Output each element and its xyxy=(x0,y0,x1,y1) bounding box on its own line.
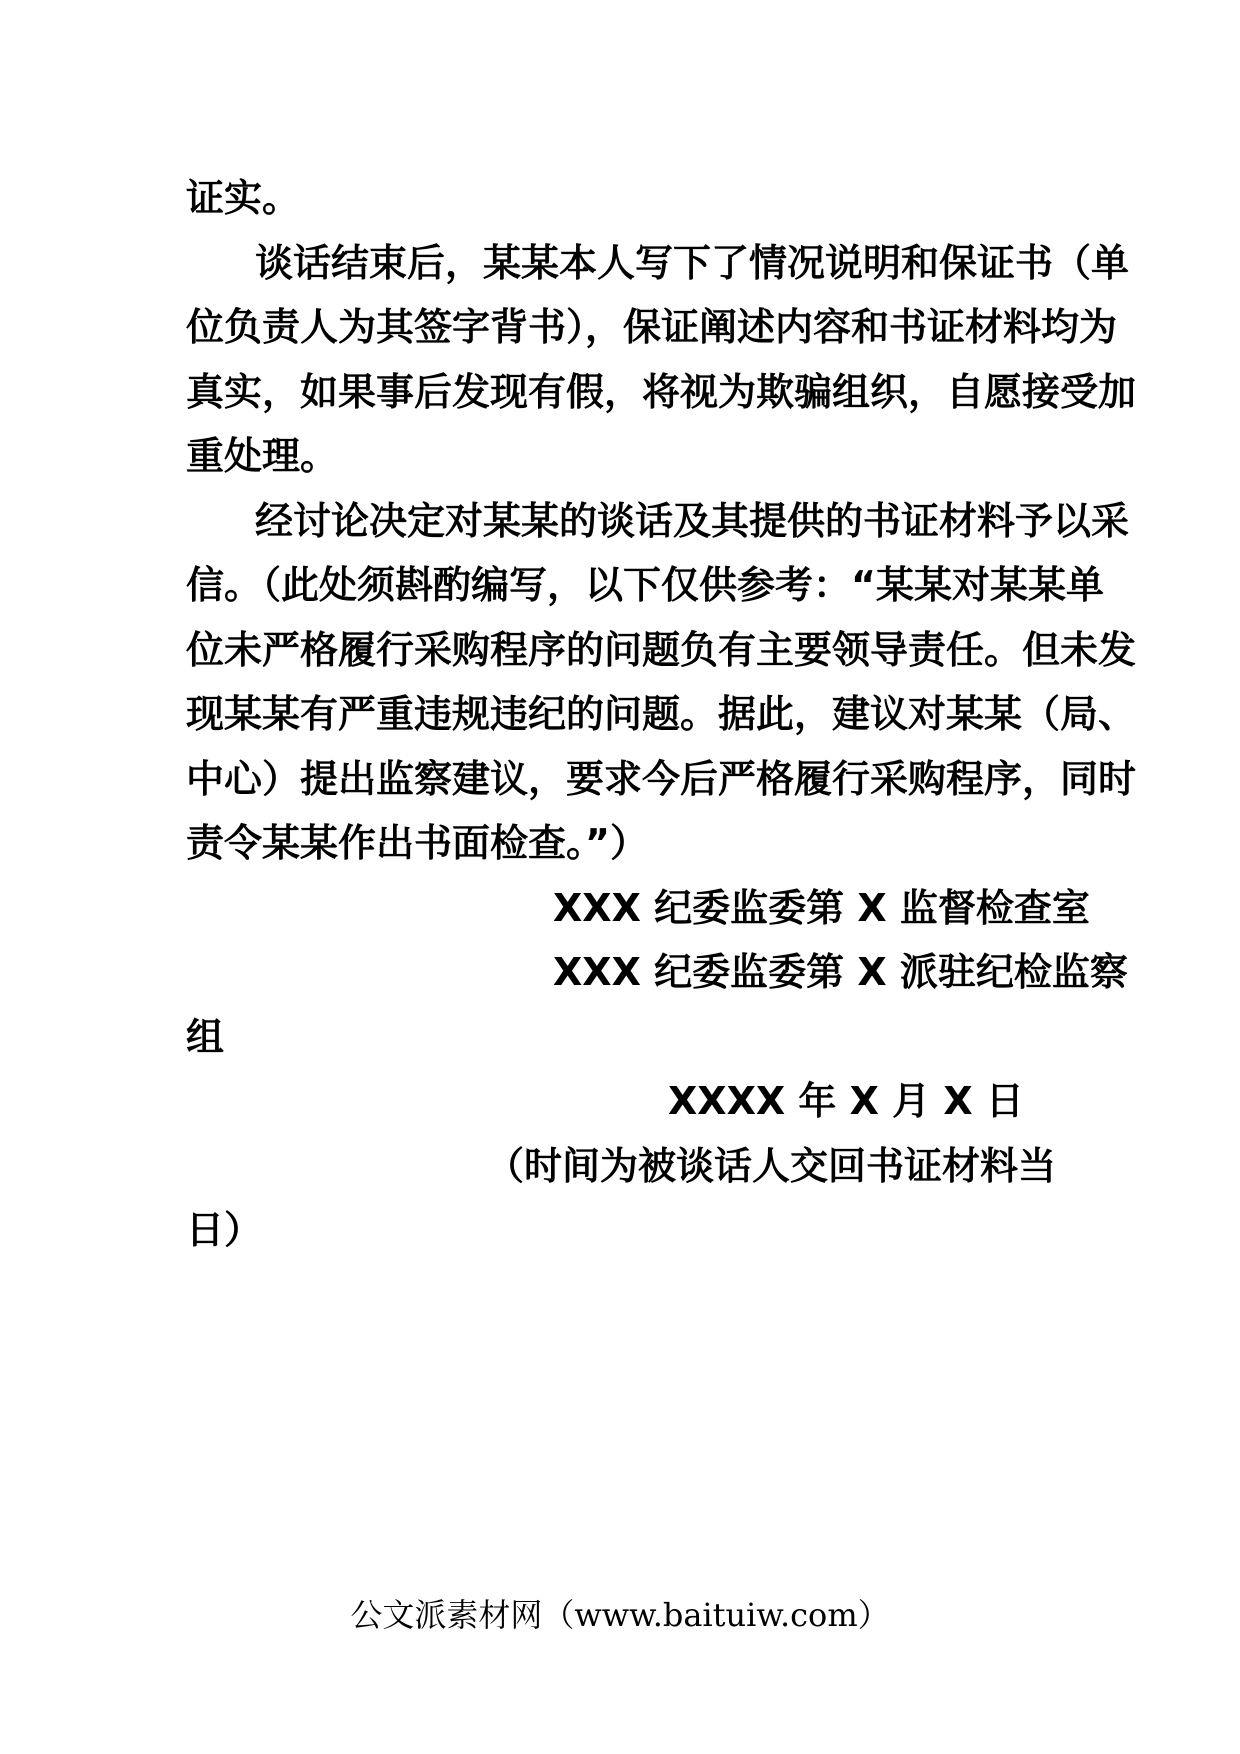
paragraph-2-line-2: 位负责人为其签字背书），保证阐述内容和书证材料均为 xyxy=(186,305,1118,349)
signature-note-line-1: （时间为被谈话人交回书证材料当 xyxy=(486,1144,1057,1188)
paragraph-3-line-1: 经讨论决定对某某的谈话及其提供的书证材料予以采 xyxy=(255,499,1130,543)
paragraph-1-line-1: 证实。 xyxy=(186,176,301,220)
paragraph-2-line-3: 真实，如果事后发现有假，将视为欺骗组织，自愿接受加 xyxy=(186,370,1137,414)
paragraph-3-line-5: 中心）提出监察建议，要求今后严格履行采购程序，同时 xyxy=(186,757,1137,801)
paragraph-3-line-4: 现某某有严重违规违纪的问题。据此，建议对某某（局、 xyxy=(186,692,1137,736)
paragraph-2-line-1: 谈话结束后，某某本人写下了情况说明和保证书（单 xyxy=(255,241,1130,285)
signature-note-line-2: 日） xyxy=(186,1208,263,1252)
signature-office-2-line-2: 组 xyxy=(186,1015,225,1059)
signature-date: XXXX 年 X 月 X 日 xyxy=(668,1079,1024,1123)
signature-office-1: XXX 纪委监委第 X 监督检查室 xyxy=(553,886,1090,930)
footer-watermark: 公文派素材网（www.baituiw.com） xyxy=(350,1596,890,1634)
paragraph-2-line-4: 重处理。 xyxy=(186,434,339,478)
paragraph-3-line-6: 责令某某作出书面检查。”） xyxy=(186,821,648,865)
paragraph-3-line-3: 位未严格履行采购程序的问题负有主要领导责任。但未发 xyxy=(186,628,1137,672)
paragraph-3-line-2: 信。（此处须斟酌编写，以下仅供参考：“某某对某某单 xyxy=(186,563,1104,607)
signature-office-2-line-1: XXX 纪委监委第 X 派驻纪检监察 xyxy=(553,950,1128,994)
